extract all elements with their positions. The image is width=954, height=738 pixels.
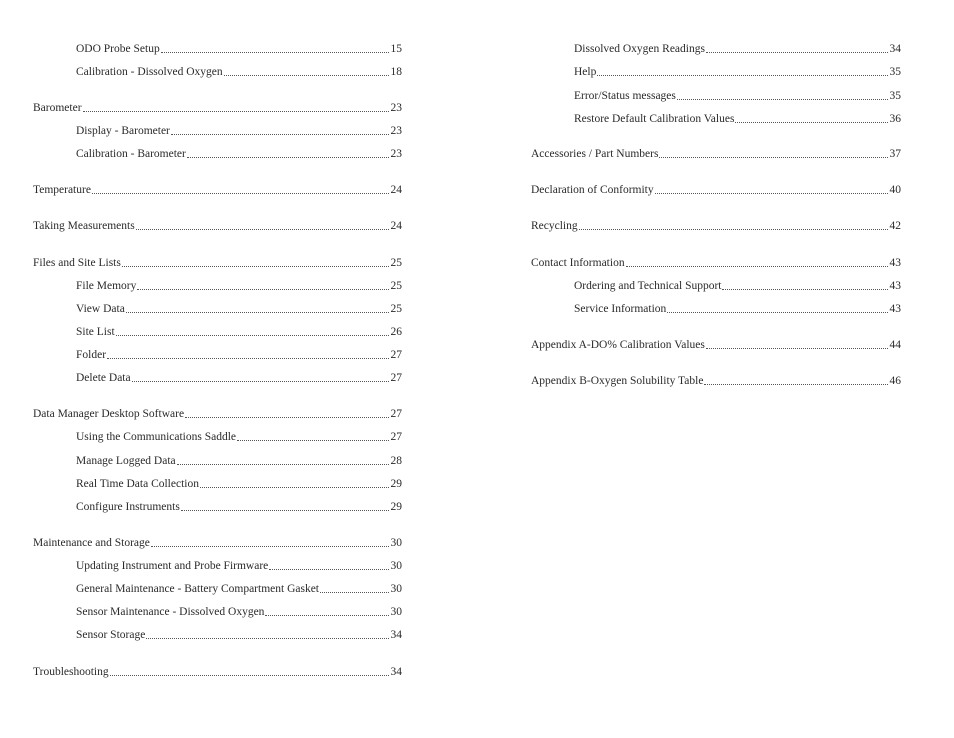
toc-page-number: 27 (390, 349, 402, 361)
dot-leader (146, 629, 389, 639)
dot-leader (92, 184, 389, 194)
dot-leader (659, 148, 888, 158)
dot-leader (597, 66, 888, 76)
dot-leader (132, 372, 389, 382)
toc-entry-title: Folder (76, 349, 107, 361)
toc-entry-title: Error/Status messages (574, 90, 676, 102)
toc-entry-title: Declaration of Conformity (531, 184, 654, 196)
toc-page-number: 30 (390, 537, 402, 549)
toc-entry[interactable] (76, 428, 402, 444)
toc-entry-title: Sensor Storage (76, 629, 146, 641)
toc-entry[interactable] (574, 110, 901, 126)
toc-page-number: 27 (390, 408, 402, 420)
dot-leader (677, 90, 888, 100)
dot-leader (706, 339, 888, 349)
toc-entry[interactable] (76, 580, 402, 596)
toc-page-number: 35 (889, 90, 901, 102)
toc-entry[interactable] (531, 145, 901, 161)
toc-page-number: 24 (390, 184, 402, 196)
toc-entry-title: Appendix A-DO% Calibration Values (531, 339, 705, 351)
toc-entry-title: Accessories / Part Numbers (531, 148, 659, 160)
dot-leader (136, 220, 389, 230)
toc-entry[interactable] (76, 300, 402, 316)
toc-page-number: 40 (889, 184, 901, 196)
toc-entry-title: Ordering and Technical Support (574, 280, 722, 292)
toc-entry-title: Updating Instrument and Probe Firmware (76, 560, 269, 572)
toc-entry-title: Contact Information (531, 257, 625, 269)
toc-entry[interactable] (76, 626, 402, 642)
dot-leader (265, 606, 389, 616)
toc-entry[interactable] (531, 181, 901, 197)
toc-entry-title: Taking Measurements (33, 220, 135, 232)
dot-leader (126, 303, 389, 313)
dot-leader (177, 455, 389, 465)
toc-entry[interactable] (76, 63, 402, 79)
toc-entry-title: Data Manager Desktop Software (33, 408, 185, 420)
toc-entry[interactable] (33, 217, 402, 233)
dot-leader (116, 326, 389, 336)
toc-entry[interactable] (33, 534, 402, 550)
dot-leader (735, 113, 888, 123)
dot-leader (706, 43, 888, 53)
toc-entry-title: ODO Probe Setup (76, 43, 160, 55)
toc-entry[interactable] (531, 254, 901, 270)
toc-page-number: 34 (390, 629, 402, 641)
dot-leader (83, 102, 389, 112)
toc-entry-title: Troubleshooting (33, 666, 109, 678)
dot-leader (161, 43, 389, 53)
toc-page-number: 30 (390, 560, 402, 572)
toc-entry[interactable] (76, 346, 402, 362)
toc-page-number: 43 (889, 303, 901, 315)
toc-entry-title: Sensor Maintenance - Dissolved Oxygen (76, 606, 265, 618)
dot-leader (187, 148, 389, 158)
toc-page-number: 27 (390, 431, 402, 443)
dot-leader (151, 537, 389, 547)
dot-leader (237, 431, 389, 441)
dot-leader (200, 478, 389, 488)
toc-entry-title: Barometer (33, 102, 82, 114)
toc-entry[interactable] (76, 323, 402, 339)
toc-entry-title: Appendix B-Oxygen Solubility Table (531, 375, 704, 387)
toc-page-number: 30 (390, 606, 402, 618)
toc-page-number: 46 (889, 375, 901, 387)
toc-entry-title: Delete Data (76, 372, 131, 384)
toc-entry[interactable] (76, 277, 402, 293)
toc-entry-title: Help (574, 66, 597, 78)
toc-page-number: 42 (889, 220, 901, 232)
toc-page-number: 44 (889, 339, 901, 351)
toc-entry-title: Manage Logged Data (76, 455, 176, 467)
toc-page-number: 35 (889, 66, 901, 78)
toc-entry[interactable] (76, 603, 402, 619)
toc-entry-title: Dissolved Oxygen Readings (574, 43, 705, 55)
toc-page-number: 25 (390, 280, 402, 292)
toc-entry-title: Site List (76, 326, 115, 338)
toc-entry-title: Service Information (574, 303, 667, 315)
dot-leader (269, 560, 389, 570)
toc-entry[interactable] (574, 63, 901, 79)
toc-entry[interactable] (33, 181, 402, 197)
toc-entry[interactable] (33, 405, 402, 421)
toc-entry[interactable] (531, 217, 901, 233)
toc-entry-title: Calibration - Dissolved Oxygen (76, 66, 223, 78)
toc-entry[interactable] (76, 369, 402, 385)
toc-entry[interactable] (574, 87, 901, 103)
toc-entry[interactable] (76, 145, 402, 161)
toc-page-number: 24 (390, 220, 402, 232)
toc-entry-title: Recycling (531, 220, 578, 232)
toc-page-number: 25 (390, 303, 402, 315)
toc-entry-title: Configure Instruments (76, 501, 180, 513)
toc-page-number: 37 (889, 148, 901, 160)
dot-leader (171, 125, 389, 135)
toc-page-number: 23 (390, 102, 402, 114)
toc-entry-title: Calibration - Barometer (76, 148, 186, 160)
toc-entry-title: Using the Communications Saddle (76, 431, 237, 443)
dot-leader (655, 184, 888, 194)
toc-entry-title: General Maintenance - Battery Compartment Gasket (76, 583, 320, 595)
toc-entry[interactable] (76, 40, 402, 56)
dot-leader (110, 666, 389, 676)
dot-leader (704, 375, 888, 385)
toc-entry-title: Maintenance and Storage (33, 537, 150, 549)
toc-page-number: 29 (390, 501, 402, 513)
toc-page-number: 43 (889, 280, 901, 292)
toc-entry-title: Display - Barometer (76, 125, 170, 137)
toc-entry[interactable] (76, 557, 402, 573)
toc-page-number: 15 (390, 43, 402, 55)
dot-leader (626, 257, 888, 267)
toc-entry[interactable] (76, 452, 402, 468)
dot-leader (320, 583, 389, 593)
toc-entry-title: Files and Site Lists (33, 257, 121, 269)
toc-entry[interactable] (33, 254, 402, 270)
toc-entry-title: Temperature (33, 184, 91, 196)
toc-entry-title: Restore Default Calibration Values (574, 113, 735, 125)
toc-page-number: 36 (889, 113, 901, 125)
dot-leader (722, 280, 888, 290)
dot-leader (185, 408, 389, 418)
toc-entry-title: File Memory (76, 280, 137, 292)
toc-entry[interactable] (574, 300, 901, 316)
toc-page-number: 43 (889, 257, 901, 269)
toc-entry[interactable] (531, 336, 901, 352)
toc-entry[interactable] (574, 277, 901, 293)
toc-entry[interactable] (574, 40, 901, 56)
toc-entry[interactable] (76, 498, 402, 514)
toc-page-number: 27 (390, 372, 402, 384)
toc-page-number: 34 (889, 43, 901, 55)
toc-page-number: 30 (390, 583, 402, 595)
toc-page-number: 23 (390, 125, 402, 137)
toc-entry-title: Real Time Data Collection (76, 478, 199, 490)
toc-entry-title: View Data (76, 303, 125, 315)
toc-page-number: 18 (390, 66, 402, 78)
toc-page-number: 26 (390, 326, 402, 338)
dot-leader (181, 501, 389, 511)
dot-leader (122, 257, 389, 267)
dot-leader (579, 220, 888, 230)
toc-entry[interactable] (76, 122, 402, 138)
toc-page-number: 23 (390, 148, 402, 160)
dot-leader (224, 66, 389, 76)
toc-page-number: 29 (390, 478, 402, 490)
toc-entry[interactable] (531, 372, 901, 388)
toc-entry[interactable] (33, 663, 402, 679)
toc-page-number: 34 (390, 666, 402, 678)
dot-leader (107, 349, 389, 359)
toc-page-number: 28 (390, 455, 402, 467)
toc-entry[interactable] (76, 475, 402, 491)
toc-entry[interactable] (33, 99, 402, 115)
toc-page-number: 25 (390, 257, 402, 269)
dot-leader (137, 280, 389, 290)
dot-leader (667, 303, 888, 313)
